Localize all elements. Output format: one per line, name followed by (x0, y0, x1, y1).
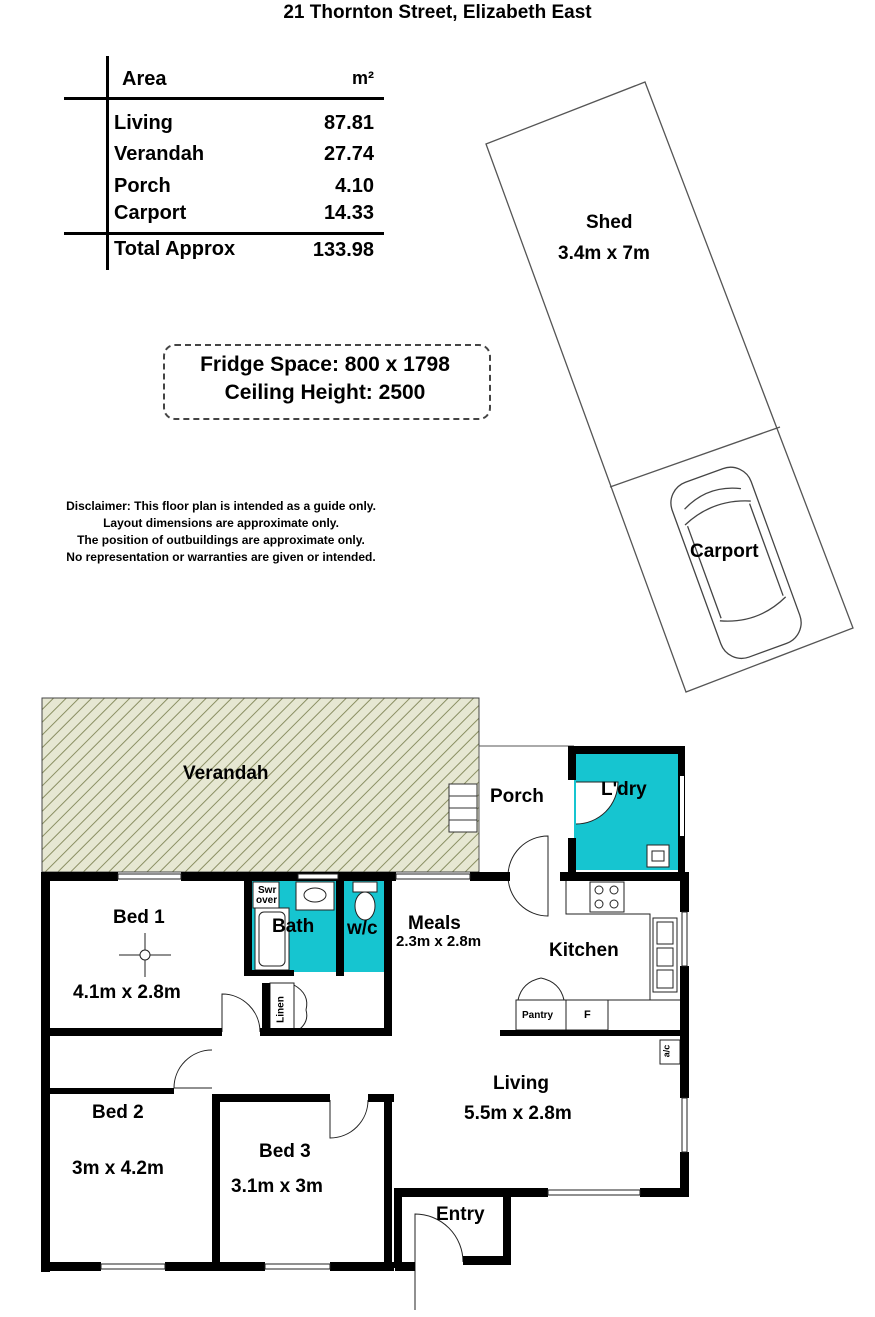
kitchen-label: Kitchen (549, 940, 619, 961)
plan-title: 21 Thornton Street, Elizabeth East (283, 2, 592, 23)
table-row-value: 4.10 (335, 175, 374, 197)
disclaimer-line: The position of outbuildings are approximate only. (77, 533, 365, 547)
table-row-value: 87.81 (323, 112, 374, 134)
bed1-label: Bed 1 (113, 907, 165, 928)
toilet-icon (353, 882, 377, 920)
disclaimer-line: Layout dimensions are approximate only. (103, 516, 339, 530)
fridge-marker: F (584, 1009, 591, 1021)
laundry-label: L'dry (601, 779, 647, 800)
meals-label: Meals (408, 913, 461, 934)
table-row-value: 27.74 (323, 143, 374, 165)
kitchen-sink-icon (653, 918, 677, 992)
wc-label: w/c (347, 918, 378, 939)
laundry-trough-icon (647, 845, 669, 867)
meals-dimensions: 2.3m x 2.8m (396, 933, 482, 950)
linen-label: Linen (275, 996, 287, 1023)
cooktop-icon (590, 882, 624, 912)
table-total-label: Total Approx (114, 238, 236, 260)
disclaimer-line: Disclaimer: This floor plan is intended as a guide only. (66, 499, 376, 513)
porch-outline (479, 746, 574, 872)
bed3-dimensions: 3.1m x 3m (231, 1176, 323, 1197)
table-row-label: Porch (114, 175, 171, 197)
bed2-label: Bed 2 (92, 1102, 144, 1123)
verandah-area (42, 698, 479, 872)
fridge-space-note: Fridge Space: 800 x 1798 (200, 353, 450, 376)
bed3-label: Bed 3 (259, 1141, 311, 1162)
shed-label: Shed (586, 212, 633, 233)
ac-label: a/c (661, 1044, 672, 1058)
table-header-unit: m² (352, 68, 374, 88)
shower-over-label: Swr (258, 885, 277, 896)
table-header-area: Area (122, 68, 167, 90)
ceiling-height-note: Ceiling Height: 2500 (224, 381, 426, 404)
bath-label: Bath (272, 916, 315, 937)
table-row-label: Carport (114, 202, 187, 224)
carport-label: Carport (690, 541, 759, 562)
table-row-label: Verandah (114, 143, 205, 165)
steps-icon (449, 784, 477, 832)
living-label: Living (493, 1073, 549, 1094)
verandah-label: Verandah (183, 763, 269, 784)
table-total-value: 133.98 (312, 239, 374, 261)
disclaimer-line: No representation or warranties are given or intended. (66, 550, 376, 564)
porch-label: Porch (490, 786, 544, 807)
shed-dimensions: 3.4m x 7m (558, 243, 650, 264)
ceiling-fan-icon (119, 933, 171, 977)
living-dimensions: 5.5m x 2.8m (464, 1103, 572, 1124)
table-row-value: 14.33 (323, 202, 374, 224)
bed1-dimensions: 4.1m x 2.8m (73, 982, 181, 1003)
shower-over-label: over (256, 895, 278, 906)
pantry-cupboard (516, 978, 608, 1030)
bed2-dimensions: 3m x 4.2m (72, 1158, 164, 1179)
outbuilding-shed-carport (486, 82, 853, 692)
table-row-label: Living (114, 112, 173, 134)
pantry-label: Pantry (522, 1010, 554, 1021)
entry-label: Entry (436, 1204, 485, 1225)
vanity-icon (296, 882, 334, 910)
